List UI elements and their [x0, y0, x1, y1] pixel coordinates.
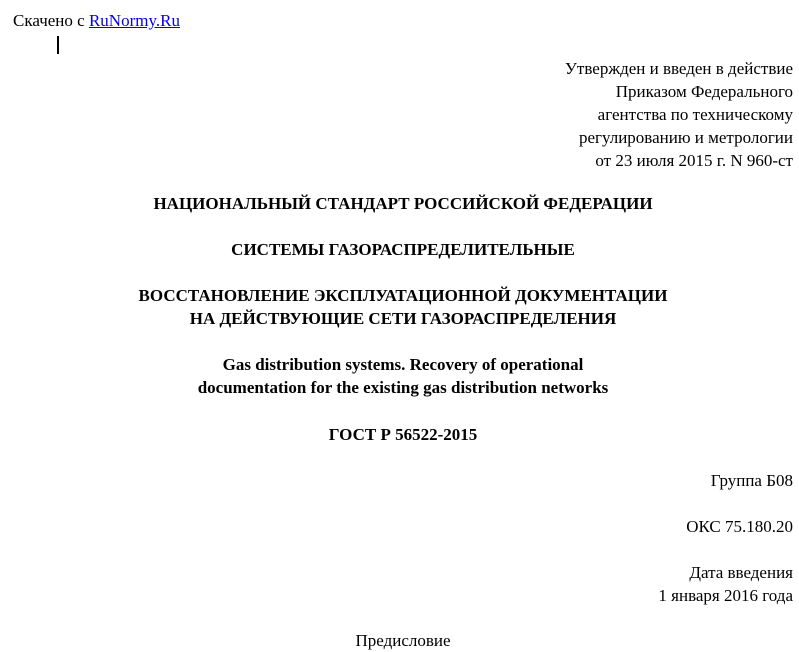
introduction-date: Дата введения 1 января 2016 года: [658, 563, 793, 605]
approval-block: [393, 57, 793, 172]
text-cursor: [57, 36, 59, 54]
source-line: [13, 9, 180, 32]
approval-line: Утвержден и введен в действие: [564, 59, 793, 78]
runormy-link[interactable]: RuNormy.Ru: [88, 11, 180, 30]
oks-code: ОКС 75.180.20: [686, 517, 793, 536]
source-prefix: Скачено с: [13, 11, 89, 30]
approval-line: агентства по техническому: [597, 105, 793, 124]
group-code: Группа Б08: [710, 471, 793, 490]
approval-line: от 23 июля 2015 г. N 960-ст: [595, 151, 793, 170]
restoration-title: ВОССТАНОВЛЕНИЕ ЭКСПЛУАТАЦИОННОЙ ДОКУМЕНТАЦИИ НА ДЕЙСТВУЮЩИЕ СЕТИ ГАЗОРАСПРЕДЕЛЕНИЯ: [138, 286, 668, 328]
gost-number: ГОСТ Р 56522-2015: [328, 425, 478, 444]
english-title: Gas distribution systems. Recovery of operational documentation for the existing gas distribution networks: [197, 355, 609, 397]
systems-title: СИСТЕМЫ ГАЗОРАСПРЕДЕЛИТЕЛЬНЫЕ: [231, 240, 575, 259]
preface-heading: Предисловие: [355, 631, 451, 650]
approval-line: Приказом Федерального: [615, 82, 793, 101]
national-standard-title: НАЦИОНАЛЬНЫЙ СТАНДАРТ РОССИЙСКОЙ ФЕДЕРАЦИИ: [153, 194, 653, 213]
approval-line: регулированию и метрологии: [578, 128, 793, 147]
